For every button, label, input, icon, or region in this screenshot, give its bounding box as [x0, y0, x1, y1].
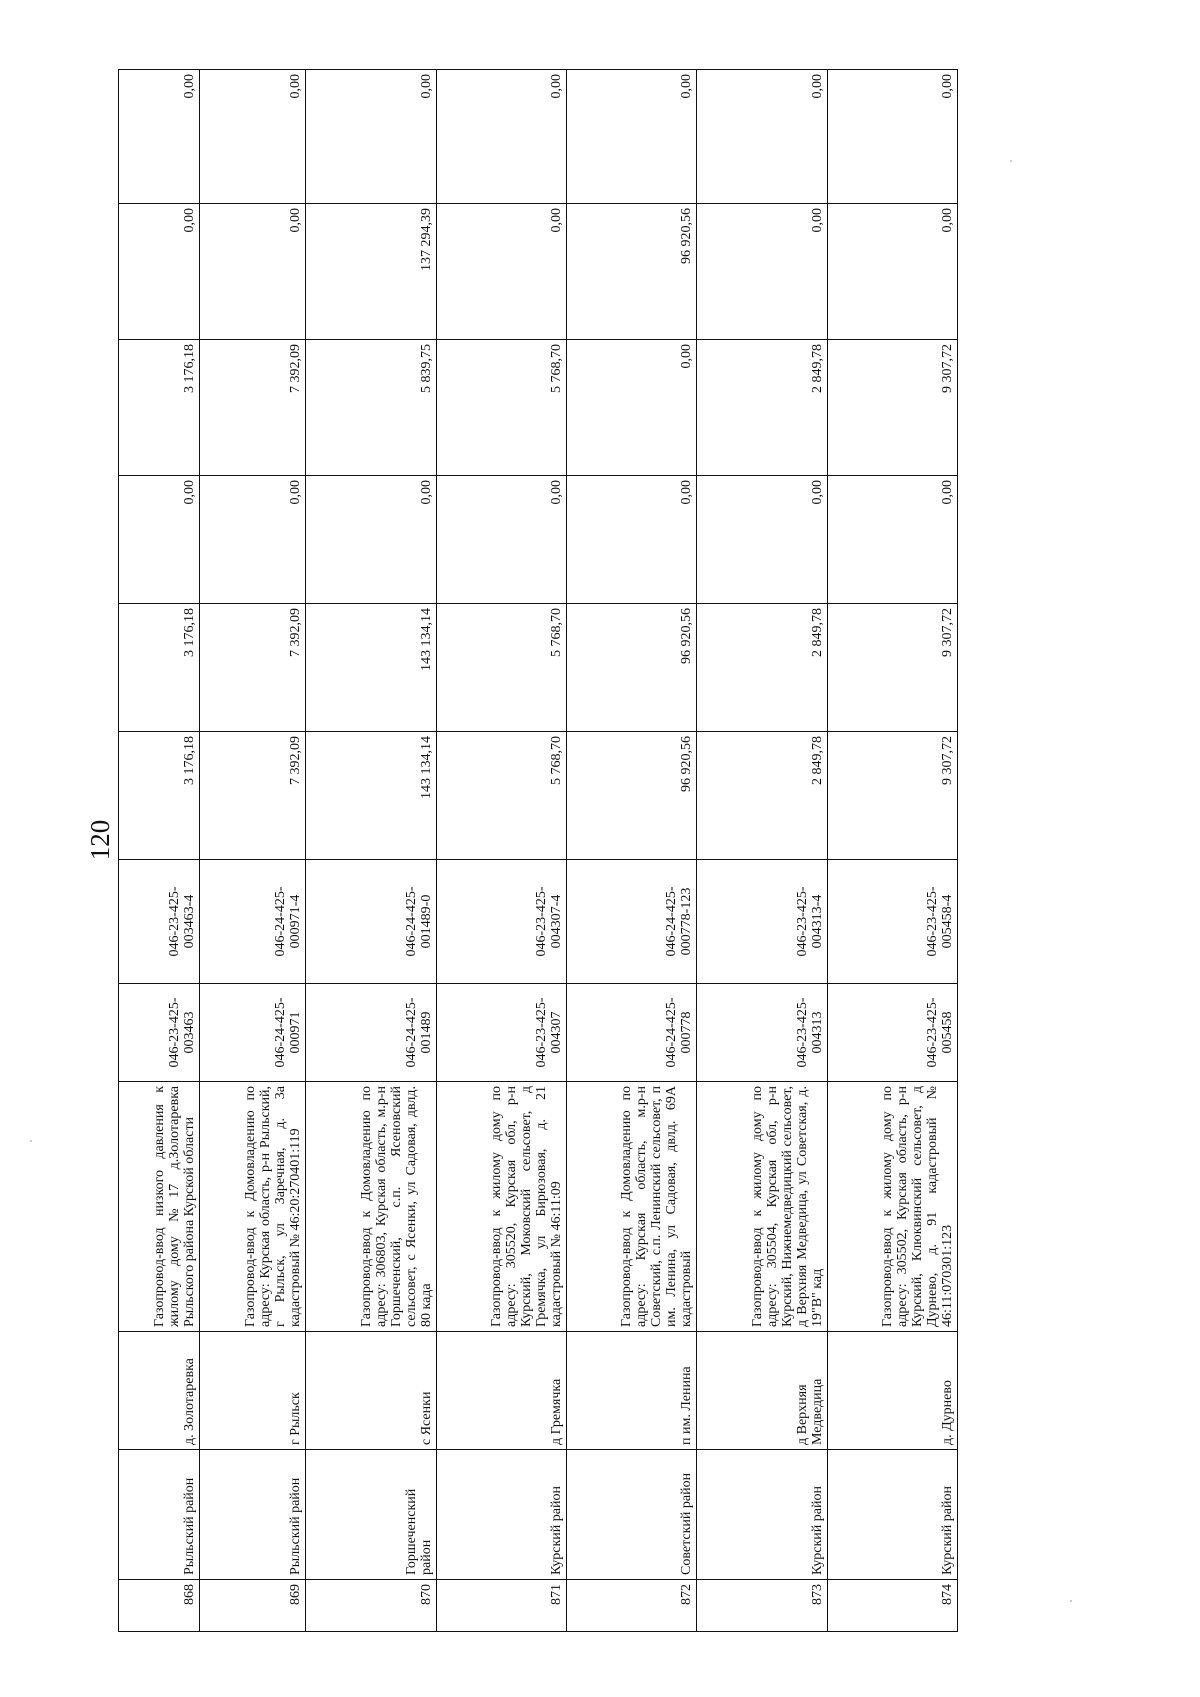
object-description: Газопровод-ввод к Домовладению по адресу: Курская область, м.р-н Советский, с.п. Ленинский сельсовет, п им. Ленина, ул Садовая, двлд. 69А кадастровый	[567, 1082, 697, 1332]
settlement-cell: д. Золотаревка	[119, 1332, 200, 1450]
amount-6: 0,00	[436, 70, 566, 204]
row-number: 868	[119, 1580, 200, 1632]
district-cell: Горшеченский район	[306, 1450, 436, 1580]
amount-2: 3 176,18	[119, 604, 200, 732]
row-number: 869	[200, 1580, 306, 1632]
amount-2: 9 307,72	[827, 604, 957, 732]
amount-3: 0,00	[306, 476, 436, 604]
amount-6: 0,00	[200, 70, 306, 204]
row-number: 872	[567, 1580, 697, 1632]
amount-6: 0,00	[697, 70, 827, 204]
settlement-cell: д. Дурнево	[827, 1332, 957, 1450]
inventory-code: 046-24-425-001489	[306, 984, 436, 1082]
amount-6: 0,00	[567, 70, 697, 204]
registry-code: 046-24-425-000971-4	[200, 860, 306, 984]
row-number: 871	[436, 1580, 566, 1632]
inventory-code: 046-23-425-004307	[436, 984, 566, 1082]
amount-2: 7 392,09	[200, 604, 306, 732]
table-row	[827, 70, 957, 1632]
registry-code: 046-24-425-000778-123	[567, 860, 697, 984]
inventory-code: 046-23-425-004313	[697, 984, 827, 1082]
amount-2: 96 920,56	[567, 604, 697, 732]
district-cell: Курский район	[827, 1450, 957, 1580]
amount-5: 96 920,56	[567, 204, 697, 340]
amount-3: 0,00	[697, 476, 827, 604]
amount-3: 0,00	[827, 476, 957, 604]
settlement-cell: д Верхняя Медведица	[697, 1332, 827, 1450]
registry-table-rotated	[118, 70, 958, 1632]
amount-6: 0,00	[119, 70, 200, 204]
amount-3: 0,00	[567, 476, 697, 604]
amount-4: 7 392,09	[200, 340, 306, 476]
page-number: 120	[85, 819, 115, 861]
amount-6: 0,00	[827, 70, 957, 204]
amount-5: 0,00	[119, 204, 200, 340]
amount-5: 0,00	[827, 204, 957, 340]
registry-code: 046-23-425-004307-4	[436, 860, 566, 984]
amount-3: 0,00	[436, 476, 566, 604]
settlement-cell: д Гремячка	[436, 1332, 566, 1450]
district-cell: Рыльский район	[200, 1450, 306, 1580]
amount-total: 5 768,70	[436, 732, 566, 860]
scan-speck	[30, 1140, 32, 1142]
amount-4: 5 839,75	[306, 340, 436, 476]
scan-speck	[1070, 1600, 1072, 1602]
district-cell: Курский район	[697, 1450, 827, 1580]
amount-2: 5 768,70	[436, 604, 566, 732]
settlement-cell: г Рыльск	[200, 1332, 306, 1450]
amount-2: 2 849,78	[697, 604, 827, 732]
table-row	[306, 70, 436, 1632]
amount-3: 0,00	[200, 476, 306, 604]
row-number: 874	[827, 1580, 957, 1632]
amount-total: 3 176,18	[119, 732, 200, 860]
amount-total: 9 307,72	[827, 732, 957, 860]
amount-5: 0,00	[697, 204, 827, 340]
object-description: Газопровод-ввод к жилому дому по адресу: 305502, Курская область, р-н Курский, Клюквинский сельсовет, д Дурнево, д. 91 кадастровый № 46:11:070301:123	[827, 1082, 957, 1332]
object-description: Газопровод-ввод к Домовладению по адресу: 306803, Курская область, м.р-н Горшеченский, с.п. Ясеновский сельсовет, с Ясенки, ул Садовая, двлд. 80 када	[306, 1082, 436, 1332]
table-row	[697, 70, 827, 1632]
registry-code: 046-23-425-004313-4	[697, 860, 827, 984]
amount-total: 143 134,14	[306, 732, 436, 860]
inventory-code: 046-24-425-000971	[200, 984, 306, 1082]
amount-4: 5 768,70	[436, 340, 566, 476]
amount-5: 137 294,39	[306, 204, 436, 340]
registry-code: 046-24-425-001489-0	[306, 860, 436, 984]
table-row	[200, 70, 306, 1632]
object-description: Газопровод-ввод низкого давления к жилому дому №17 д.Золотаревка Рыльского района Курской области	[119, 1082, 200, 1332]
amount-total: 2 849,78	[697, 732, 827, 860]
row-number: 873	[697, 1580, 827, 1632]
settlement-cell: с Ясенки	[306, 1332, 436, 1450]
amount-5: 0,00	[200, 204, 306, 340]
inventory-code: 046-23-425-003463	[119, 984, 200, 1082]
table-row	[436, 70, 566, 1632]
registry-code: 046-23-425-005458-4	[827, 860, 957, 984]
inventory-code: 046-24-425-000778	[567, 984, 697, 1082]
object-description: Газопровод-ввод к жилому дому по адресу: 305504, Курская обл, р-н Курский, Нижнемедведицкий сельсовет, д Верхняя Медведица, ул Советская, д. 19"В" кад	[697, 1082, 827, 1332]
scan-speck	[1010, 160, 1012, 162]
amount-5: 0,00	[436, 204, 566, 340]
registry-code: 046-23-425-003463-4	[119, 860, 200, 984]
district-cell: Курский район	[436, 1450, 566, 1580]
inventory-code: 046-23-425-005458	[827, 984, 957, 1082]
district-cell: Советский район	[567, 1450, 697, 1580]
amount-4: 0,00	[567, 340, 697, 476]
district-cell: Рыльский район	[119, 1450, 200, 1580]
amount-total: 7 392,09	[200, 732, 306, 860]
amount-4: 2 849,78	[697, 340, 827, 476]
amount-3: 0,00	[119, 476, 200, 604]
settlement-cell: п им. Ленина	[567, 1332, 697, 1450]
amount-4: 3 176,18	[119, 340, 200, 476]
amount-4: 9 307,72	[827, 340, 957, 476]
table-row	[119, 70, 200, 1632]
amount-total: 96 920,56	[567, 732, 697, 860]
object-description: Газопровод-ввод к Домовладению по адресу: Курская область, р-н Рыльский, г Рыльск, ул Заречная, д. 3а кадастровый № 46:20:270401:119	[200, 1082, 306, 1332]
object-description: Газопровод-ввод к жилому дому по адресу: 305520, Курская обл, р-н Курский, Моковский сельсовет, д Гремячка, ул Бирюзовая, д. 21 кадастровый № 46:11:09	[436, 1082, 566, 1332]
amount-2: 143 134,14	[306, 604, 436, 732]
amount-6: 0,00	[306, 70, 436, 204]
registry-table	[118, 69, 958, 1632]
table-row	[567, 70, 697, 1632]
row-number: 870	[306, 1580, 436, 1632]
